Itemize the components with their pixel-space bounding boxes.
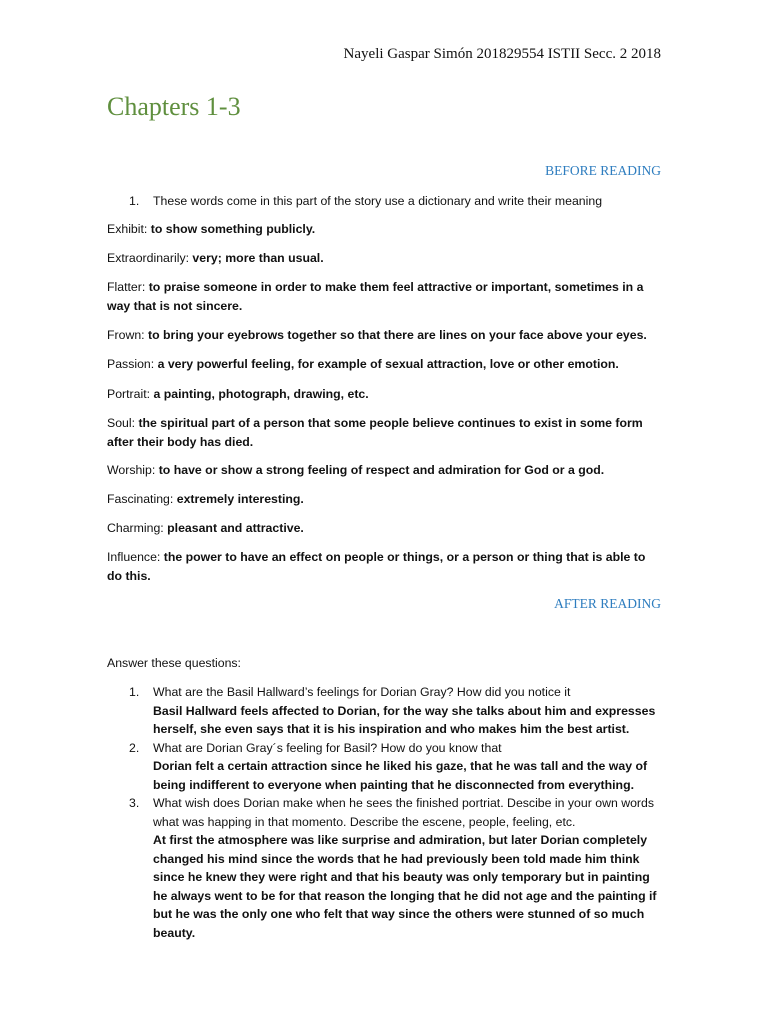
instruction-text: These words come in this part of the story use a dictionary and write their meaning [153,194,603,208]
vocab-definition: the spiritual part of a person that some people believe continues to exist in some form after their body has died. [107,416,643,449]
vocab-term: Charming: [107,521,164,535]
vocab-term: Influence: [107,550,161,564]
vocab-item [107,519,655,538]
vocab-item [107,278,655,316]
vocab-term: Flatter: [107,280,146,294]
list-number: 1. [129,194,140,208]
vocab-item [107,355,655,374]
vocab-item [107,220,655,239]
vocab-item [107,249,655,268]
instruction-item [107,192,663,211]
question-item [107,739,663,795]
vocab-definition: a painting, photograph, drawing, etc. [150,387,369,401]
question-text: What are the Basil Hallward’s feelings for Dorian Gray? How did you notice it [153,685,571,699]
vocab-term: Fascinating: [107,492,174,506]
vocab-term: Soul: [107,416,136,430]
vocab-definition: the power to have an effect on people or things, or a person or thing that is able to do this. [107,550,646,583]
vocab-definition: pleasant and attractive. [163,521,304,535]
vocab-item [107,461,655,480]
question-text: What are Dorian Gray´s feeling for Basil? How do you know that [153,740,502,755]
answer-text: At first the atmosphere was like surprise and admiration, but later Dorian completely changed his mind since the words that he had previously been told made him think since he knew they were right and that his beauty was only temporary but in painting he always went to be for that reason the longing that he did not age and the painting if but he was the only one who felt that way since the others were stunned of so much beauty. [153,833,657,940]
vocab-definition: to bring your eyebrows together so that there are lines on your face above your eyes. [144,328,647,342]
answer-text: Basil Hallward feels affected to Dorian, for the way she talks about him and expresses herself, she even says that it is his inspiration and who makes him the best artist. [153,703,656,736]
vocab-definition: very; more than usual. [189,251,324,265]
question-item [107,794,663,942]
vocab-definition: to show something publicly. [147,222,316,236]
page-title: Chapters 1-3 [107,92,241,121]
answer-text: Dorian felt a certain attraction since he liked his gaze, that he was tall and the way of being indifferent to everyone when painting that he disconnected from everything. [153,759,648,792]
vocab-item [107,548,655,586]
vocab-term: Worship: [107,463,156,477]
author-header: Nayeli Gaspar Simón 201829554 ISTII Secc. 2 2018 [343,46,661,62]
vocab-definition: a very powerful feeling, for example of sexual attraction, love or other emotion. [154,357,619,371]
after-reading-heading: AFTER READING [554,596,661,611]
vocab-definition: to have or show a strong feeling of respect and admiration for God or a god. [155,463,605,477]
question-text: What wish does Dorian make when he sees the finished portriat. Descibe in your own words what was happing in that momento. Describe the escene, people, feeling, etc. [153,796,655,829]
vocab-item [107,490,655,509]
list-number: 2. [129,740,140,755]
questions-list [107,683,663,942]
vocab-item [107,326,655,345]
vocab-definition: extremely interesting. [173,492,304,506]
list-number: 3. [129,796,140,810]
vocab-term: Extraordinarily: [107,251,190,265]
vocab-definition: to praise someone in order to make them feel attractive or important, sometimes in a way that is not sincere. [107,280,644,313]
vocab-item [107,385,655,404]
vocab-term: Passion: [107,357,155,371]
vocab-term: Portrait: [107,387,151,401]
vocab-item [107,414,655,452]
question-item [107,683,663,739]
instruction-list [107,192,663,211]
before-reading-heading: BEFORE READING [545,163,661,178]
questions-intro: Answer these questions: [107,656,241,670]
vocab-term: Frown: [107,328,145,342]
vocab-term: Exhibit: [107,222,148,236]
list-number: 1. [129,685,140,699]
